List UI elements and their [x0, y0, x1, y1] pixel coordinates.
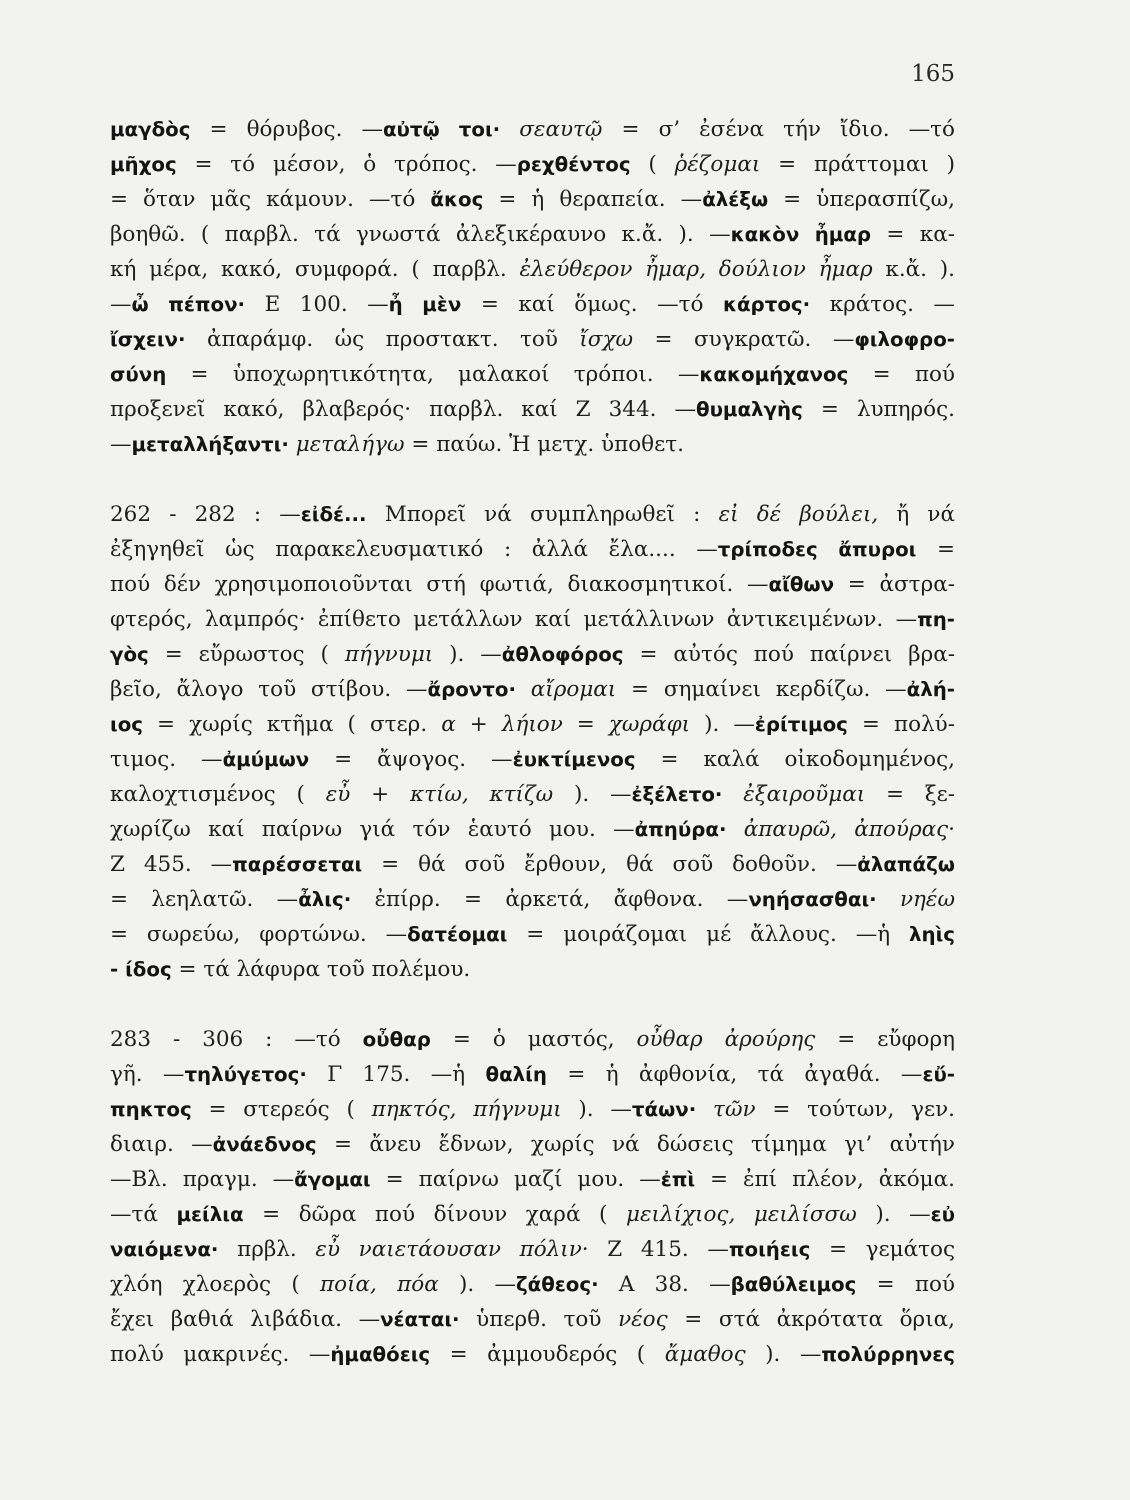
- text-line: [110, 532, 955, 567]
- text-run: ). —: [553, 782, 632, 807]
- italic-text: μεταλήγω: [295, 432, 405, 457]
- text-run: ἔχει βαθιά λιβάδια. —: [110, 1307, 381, 1332]
- bold-term: γὸς: [110, 643, 149, 666]
- text-run: 262 - 282 : —: [110, 502, 301, 527]
- bold-term: κακομήχανος: [699, 363, 849, 386]
- text-line: [110, 322, 955, 357]
- text-run: κ.ἄ. ).: [872, 257, 955, 282]
- text-line: [110, 427, 955, 462]
- text-run: —Βλ. πραγμ. —: [110, 1167, 295, 1192]
- bold-term: ἀλή-: [906, 678, 956, 701]
- text-run: βοηθῶ. ( παρβλ. τά γνωστά ἀλεξικέραυνο κ.ἄ. ). —: [110, 222, 731, 247]
- text-run: ἀπαράμφ. ὡς προστακτ. τοῦ: [185, 327, 580, 352]
- text-run: = ὑποχωρητικότητα, μαλακοί τρόποι. —: [166, 362, 700, 387]
- text-run: = ἀστρα-: [834, 572, 956, 597]
- text-run: = συγκρατῶ. —: [633, 327, 855, 352]
- bold-term: ὦ πέπον·: [131, 293, 246, 316]
- text-run: [289, 432, 296, 457]
- italic-text: εὖ ναιετάουσαν πόλιν·: [315, 1237, 589, 1262]
- text-line: [110, 567, 955, 602]
- text-run: = τά λάφυρα τοῦ πολέμου.: [171, 957, 471, 982]
- text-run: —: [110, 432, 132, 457]
- text-run: γῆ. —: [110, 1062, 185, 1087]
- text-line: [110, 777, 955, 812]
- bold-term: ἄροντο·: [427, 678, 516, 701]
- text-line: [110, 847, 955, 882]
- text-line: [110, 917, 955, 952]
- text-line: [110, 1267, 955, 1302]
- text-run: = ἄψογος. —: [309, 747, 513, 772]
- text-line: [110, 392, 955, 427]
- bold-term: εὔ-: [922, 1063, 955, 1086]
- text-run: ). —: [433, 642, 502, 667]
- text-run: = θά σοῦ ἔρθουν, θά σοῦ δοθοῦν. —: [362, 852, 858, 877]
- text-run: ). —: [438, 1272, 516, 1297]
- text-run: =: [916, 537, 955, 562]
- text-line: [110, 1022, 955, 1057]
- italic-text: ἀπαυρῶ, ἀπούρας·: [743, 817, 955, 842]
- italic-text: σεαυτῷ: [519, 117, 603, 142]
- bold-term: ἀμύμων: [222, 748, 310, 771]
- text-run: = ἡ ἀφθονία, τά ἀγαθά. —: [546, 1062, 923, 1087]
- text-run: = πού: [848, 362, 956, 387]
- bold-term: πηκτος: [110, 1098, 192, 1121]
- italic-text: ἐξαιροῦμαι: [743, 782, 866, 807]
- text-run: = πού: [856, 1272, 955, 1297]
- italic-text: εὖ + κτίω, κτίζω: [325, 782, 554, 807]
- bold-term: κάρτος·: [722, 293, 811, 316]
- bold-term: ἐυκτίμενος: [512, 748, 636, 771]
- text-line: [110, 182, 955, 217]
- bold-term: δατέομαι: [407, 923, 508, 946]
- text-run: = δῶρα πού δίνουν χαρά (: [243, 1202, 627, 1227]
- text-run: = ἄνευ ἔδνων, χωρίς νά δώσεις τίμημα γι’ αὐτήν: [316, 1132, 955, 1157]
- text-run: χλόη χλοερὸς (: [110, 1272, 320, 1297]
- text-line: [110, 707, 955, 742]
- text-run: ἤ νά: [878, 502, 956, 527]
- text-run: χωρίζω καί παίρνω γιά τόν ἑαυτό μου. —: [110, 817, 635, 842]
- text-run: = σ’ ἐσένα τήν ἴδιο. —τό: [602, 117, 955, 142]
- bold-term: κακὸν ἦμαρ: [730, 223, 872, 246]
- text-line: [110, 1337, 955, 1372]
- text-run: = ὁ μαστός,: [430, 1027, 637, 1052]
- page-number: 165: [911, 61, 955, 87]
- text-line: [110, 1302, 955, 1337]
- italic-text: νηέω: [899, 887, 955, 912]
- bold-term: οὖθαρ: [362, 1028, 431, 1051]
- text-line: [110, 742, 955, 777]
- bold-term: σύνη: [110, 363, 167, 386]
- text-run: = ξε-: [865, 782, 956, 807]
- text-run: = κα-: [871, 222, 955, 247]
- text-line: [110, 1197, 955, 1232]
- text-run: [726, 817, 743, 842]
- text-run: = ἡ θεραπεία. —: [483, 187, 703, 212]
- text-run: = ὑπερασπίζω,: [768, 187, 955, 212]
- text-run: = λεηλατῶ. —: [110, 887, 299, 912]
- bold-term: εἰδέ...: [300, 503, 367, 526]
- bold-term: ληὶς: [909, 923, 955, 946]
- bold-term: ποιήεις: [728, 1238, 811, 1261]
- text-run: = ὅταν μᾶς κάμουν. —τό: [110, 187, 431, 212]
- italic-text: πηκτός, πήγνυμι: [371, 1097, 562, 1122]
- text-run: κράτος. —: [810, 292, 955, 317]
- bold-term: τηλύγετος·: [184, 1063, 307, 1086]
- text-run: —: [110, 292, 132, 317]
- bold-term: τρίποδες ἄπυροι: [717, 538, 917, 561]
- text-line: [110, 952, 955, 987]
- bold-term: ἀλέξω: [702, 188, 769, 211]
- bold-term: τάων·: [631, 1098, 697, 1121]
- italic-text: ποία, πόα: [320, 1272, 439, 1297]
- text-run: [516, 677, 531, 702]
- bold-term: μείλια: [176, 1203, 244, 1226]
- text-run: πρβλ.: [218, 1237, 316, 1262]
- bold-term: ἐρίτιμος: [754, 713, 848, 736]
- text-run: Ε 100. —: [245, 292, 389, 317]
- text-run: [500, 117, 519, 142]
- text-run: = παύω. Ἡ μετχ. ὑποθετ.: [404, 432, 684, 457]
- text-run: πού δέν χρησιμοποιοῦνται στή φωτιά, διακοσμητικοί. —: [110, 572, 769, 597]
- text-run: ). —: [856, 1202, 931, 1227]
- bold-term: αὐτῷ τοι·: [382, 118, 501, 141]
- bold-term: φιλοφρο-: [854, 328, 955, 351]
- italic-text: νέος: [618, 1307, 668, 1332]
- text-run: = ἐπί πλέον, ἀκόμα.: [695, 1167, 956, 1192]
- text-run: [696, 1097, 713, 1122]
- bold-term: νηήσασθαι·: [748, 888, 877, 911]
- text-line: [110, 1092, 955, 1127]
- text-run: = πολύ-: [847, 712, 956, 737]
- text-line: [110, 637, 955, 672]
- bold-term: θαλίη: [485, 1063, 547, 1086]
- paragraph: [110, 112, 955, 462]
- italic-text: μειλίχιος, μειλίσσω: [626, 1202, 857, 1227]
- text-run: Ζ 415. —: [588, 1237, 729, 1262]
- text-run: πολύ μακρινές. —: [110, 1342, 331, 1367]
- text-run: = χωρίς κτῆμα ( στερ.: [143, 712, 442, 737]
- text-run: = λυπηρός.: [802, 397, 955, 422]
- text-line: [110, 497, 955, 532]
- bold-term: εὐ: [930, 1203, 955, 1226]
- bold-term: ἄγομαι: [294, 1168, 371, 1191]
- bold-term: ἄκος: [430, 188, 484, 211]
- text-line: [110, 217, 955, 252]
- bold-term: ζάθεος·: [515, 1273, 599, 1296]
- text-line: [110, 1162, 955, 1197]
- text-run: ἐπίρρ. = ἀρκετά, ἄφθονα. —: [351, 887, 749, 912]
- text-line: [110, 287, 955, 322]
- text-run: = παίρνω μαζί μου. —: [370, 1167, 661, 1192]
- text-line: [110, 602, 955, 637]
- italic-text: ἴσχω: [579, 327, 634, 352]
- bold-term: ἀνάεδνος: [212, 1133, 317, 1156]
- text-run: = τούτων, γεν.: [755, 1097, 956, 1122]
- text-run: = στά ἀκρότατα ὅρια,: [667, 1307, 955, 1332]
- text-line: [110, 1057, 955, 1092]
- text-line: [110, 882, 955, 917]
- text-line: [110, 812, 955, 847]
- bold-term: ἆλις·: [298, 888, 352, 911]
- text-run: = γεμάτος: [810, 1237, 955, 1262]
- text-line: [110, 147, 955, 182]
- text-run: διαιρ. —: [110, 1132, 213, 1157]
- text-run: τιμος. —: [110, 747, 223, 772]
- text-run: —τά: [110, 1202, 177, 1227]
- italic-text: πήγνυμι: [344, 642, 434, 667]
- bold-term: μεταλλήξαντι·: [131, 433, 289, 456]
- bold-term: ἀλαπάζω: [857, 853, 955, 876]
- bold-term: μαγδὸς: [110, 118, 191, 141]
- italic-text: τῶν: [713, 1097, 756, 1122]
- text-run: = αὐτός πού παίρνει βρα-: [623, 642, 955, 667]
- bold-term: παρέσσεται: [232, 853, 363, 876]
- italic-text: ἄμαθος: [664, 1342, 746, 1367]
- bold-term: αἴθων: [768, 573, 835, 596]
- text-run: βεῖο, ἄλογο τοῦ στίβου. —: [110, 677, 428, 702]
- bold-term: ἐπὶ: [660, 1168, 696, 1191]
- italic-text: ἐλεύθερον ἦμαρ, δούλιον ἦμαρ: [519, 257, 873, 282]
- bold-term: ἀθλοφόρος: [501, 643, 624, 666]
- text-run: = σωρεύω, φορτώνω. —: [110, 922, 408, 947]
- text-run: = καλά οἰκοδομημένος,: [635, 747, 956, 772]
- bold-term: ρεχθέντος: [516, 153, 631, 176]
- text-run: φτερός, λαμπρός· ἐπίθετο μετάλλων καί μετάλλινων ἀντικειμένων. —: [110, 607, 918, 632]
- text-run: Ζ 455. —: [110, 852, 233, 877]
- italic-text: ῥέζομαι: [674, 152, 761, 177]
- paragraph: [110, 497, 955, 987]
- page-body: [110, 112, 955, 1372]
- bold-term: πη-: [917, 608, 955, 631]
- text-run: (: [630, 152, 675, 177]
- text-run: Γ 175. —ἡ: [306, 1062, 486, 1087]
- bold-term: μῆχος: [110, 153, 177, 176]
- text-run: = καί ὅμως. —τό: [461, 292, 723, 317]
- text-line: [110, 112, 955, 147]
- text-run: ἐξηγηθεῖ ὡς παρακελευσματικό : ἀλλά ἔλα.... —: [110, 537, 718, 562]
- text-run: = στερεός (: [191, 1097, 372, 1122]
- bold-term: ἀπηύρα·: [634, 818, 727, 841]
- text-run: [877, 887, 900, 912]
- text-run: προξενεῖ κακό, βλαβερός· παρβλ. καί Ζ 344. —: [110, 397, 696, 422]
- text-run: = μοιράζομαι μέ ἄλλους. —ἡ: [507, 922, 909, 947]
- paragraph: [110, 1022, 955, 1372]
- bold-term: - ίδος: [110, 958, 172, 981]
- bold-term: θυμαλγὴς: [696, 398, 803, 421]
- text-run: κή μέρα, κακό, συμφορά. ( παρβλ.: [110, 257, 520, 282]
- text-run: καλοχτισμένος (: [110, 782, 326, 807]
- text-run: Μπορεῖ νά συμπληρωθεῖ :: [366, 502, 719, 527]
- italic-text: α + λήιον = χωράφι: [441, 712, 691, 737]
- text-line: [110, 357, 955, 392]
- text-run: = εὔφορη: [815, 1027, 955, 1052]
- text-run: = ἀμμουδερός (: [430, 1342, 665, 1367]
- text-line: [110, 672, 955, 707]
- text-run: ). —: [745, 1342, 822, 1367]
- text-run: ). —: [690, 712, 755, 737]
- text-run: ). —: [561, 1097, 632, 1122]
- text-run: Α 38. —: [598, 1272, 731, 1297]
- text-line: [110, 1232, 955, 1267]
- text-run: = θόρυβος. —: [190, 117, 383, 142]
- text-run: = πράττομαι ): [760, 152, 955, 177]
- bold-term: ἐξέλετο·: [631, 783, 723, 806]
- text-run: [722, 782, 743, 807]
- italic-text: αἴρομαι: [530, 677, 617, 702]
- bold-term: ιος: [110, 713, 143, 736]
- bold-term: ἠμαθόεις: [330, 1343, 431, 1366]
- bold-term: ἴσχειν·: [110, 328, 186, 351]
- text-run: ὑπερθ. τοῦ: [459, 1307, 619, 1332]
- bold-term: βαθύλειμος: [730, 1273, 857, 1296]
- italic-text: οὖθαρ ἀρούρης: [636, 1027, 816, 1052]
- bold-term: πολύρρηνες: [821, 1343, 955, 1366]
- bold-term: ἦ μὲν: [388, 293, 462, 316]
- text-run: = τό μέσον, ὁ τρόπος. —: [176, 152, 517, 177]
- bold-term: ναιόμενα·: [110, 1238, 219, 1261]
- text-line: [110, 252, 955, 287]
- text-run: 283 - 306 : —τό: [110, 1027, 363, 1052]
- text-run: = σημαίνει κερδίζω. —: [616, 677, 907, 702]
- text-run: = εὔρωστος (: [148, 642, 345, 667]
- bold-term: νέαται·: [380, 1308, 460, 1331]
- italic-text: εἰ δέ βούλει,: [718, 502, 879, 527]
- text-line: [110, 1127, 955, 1162]
